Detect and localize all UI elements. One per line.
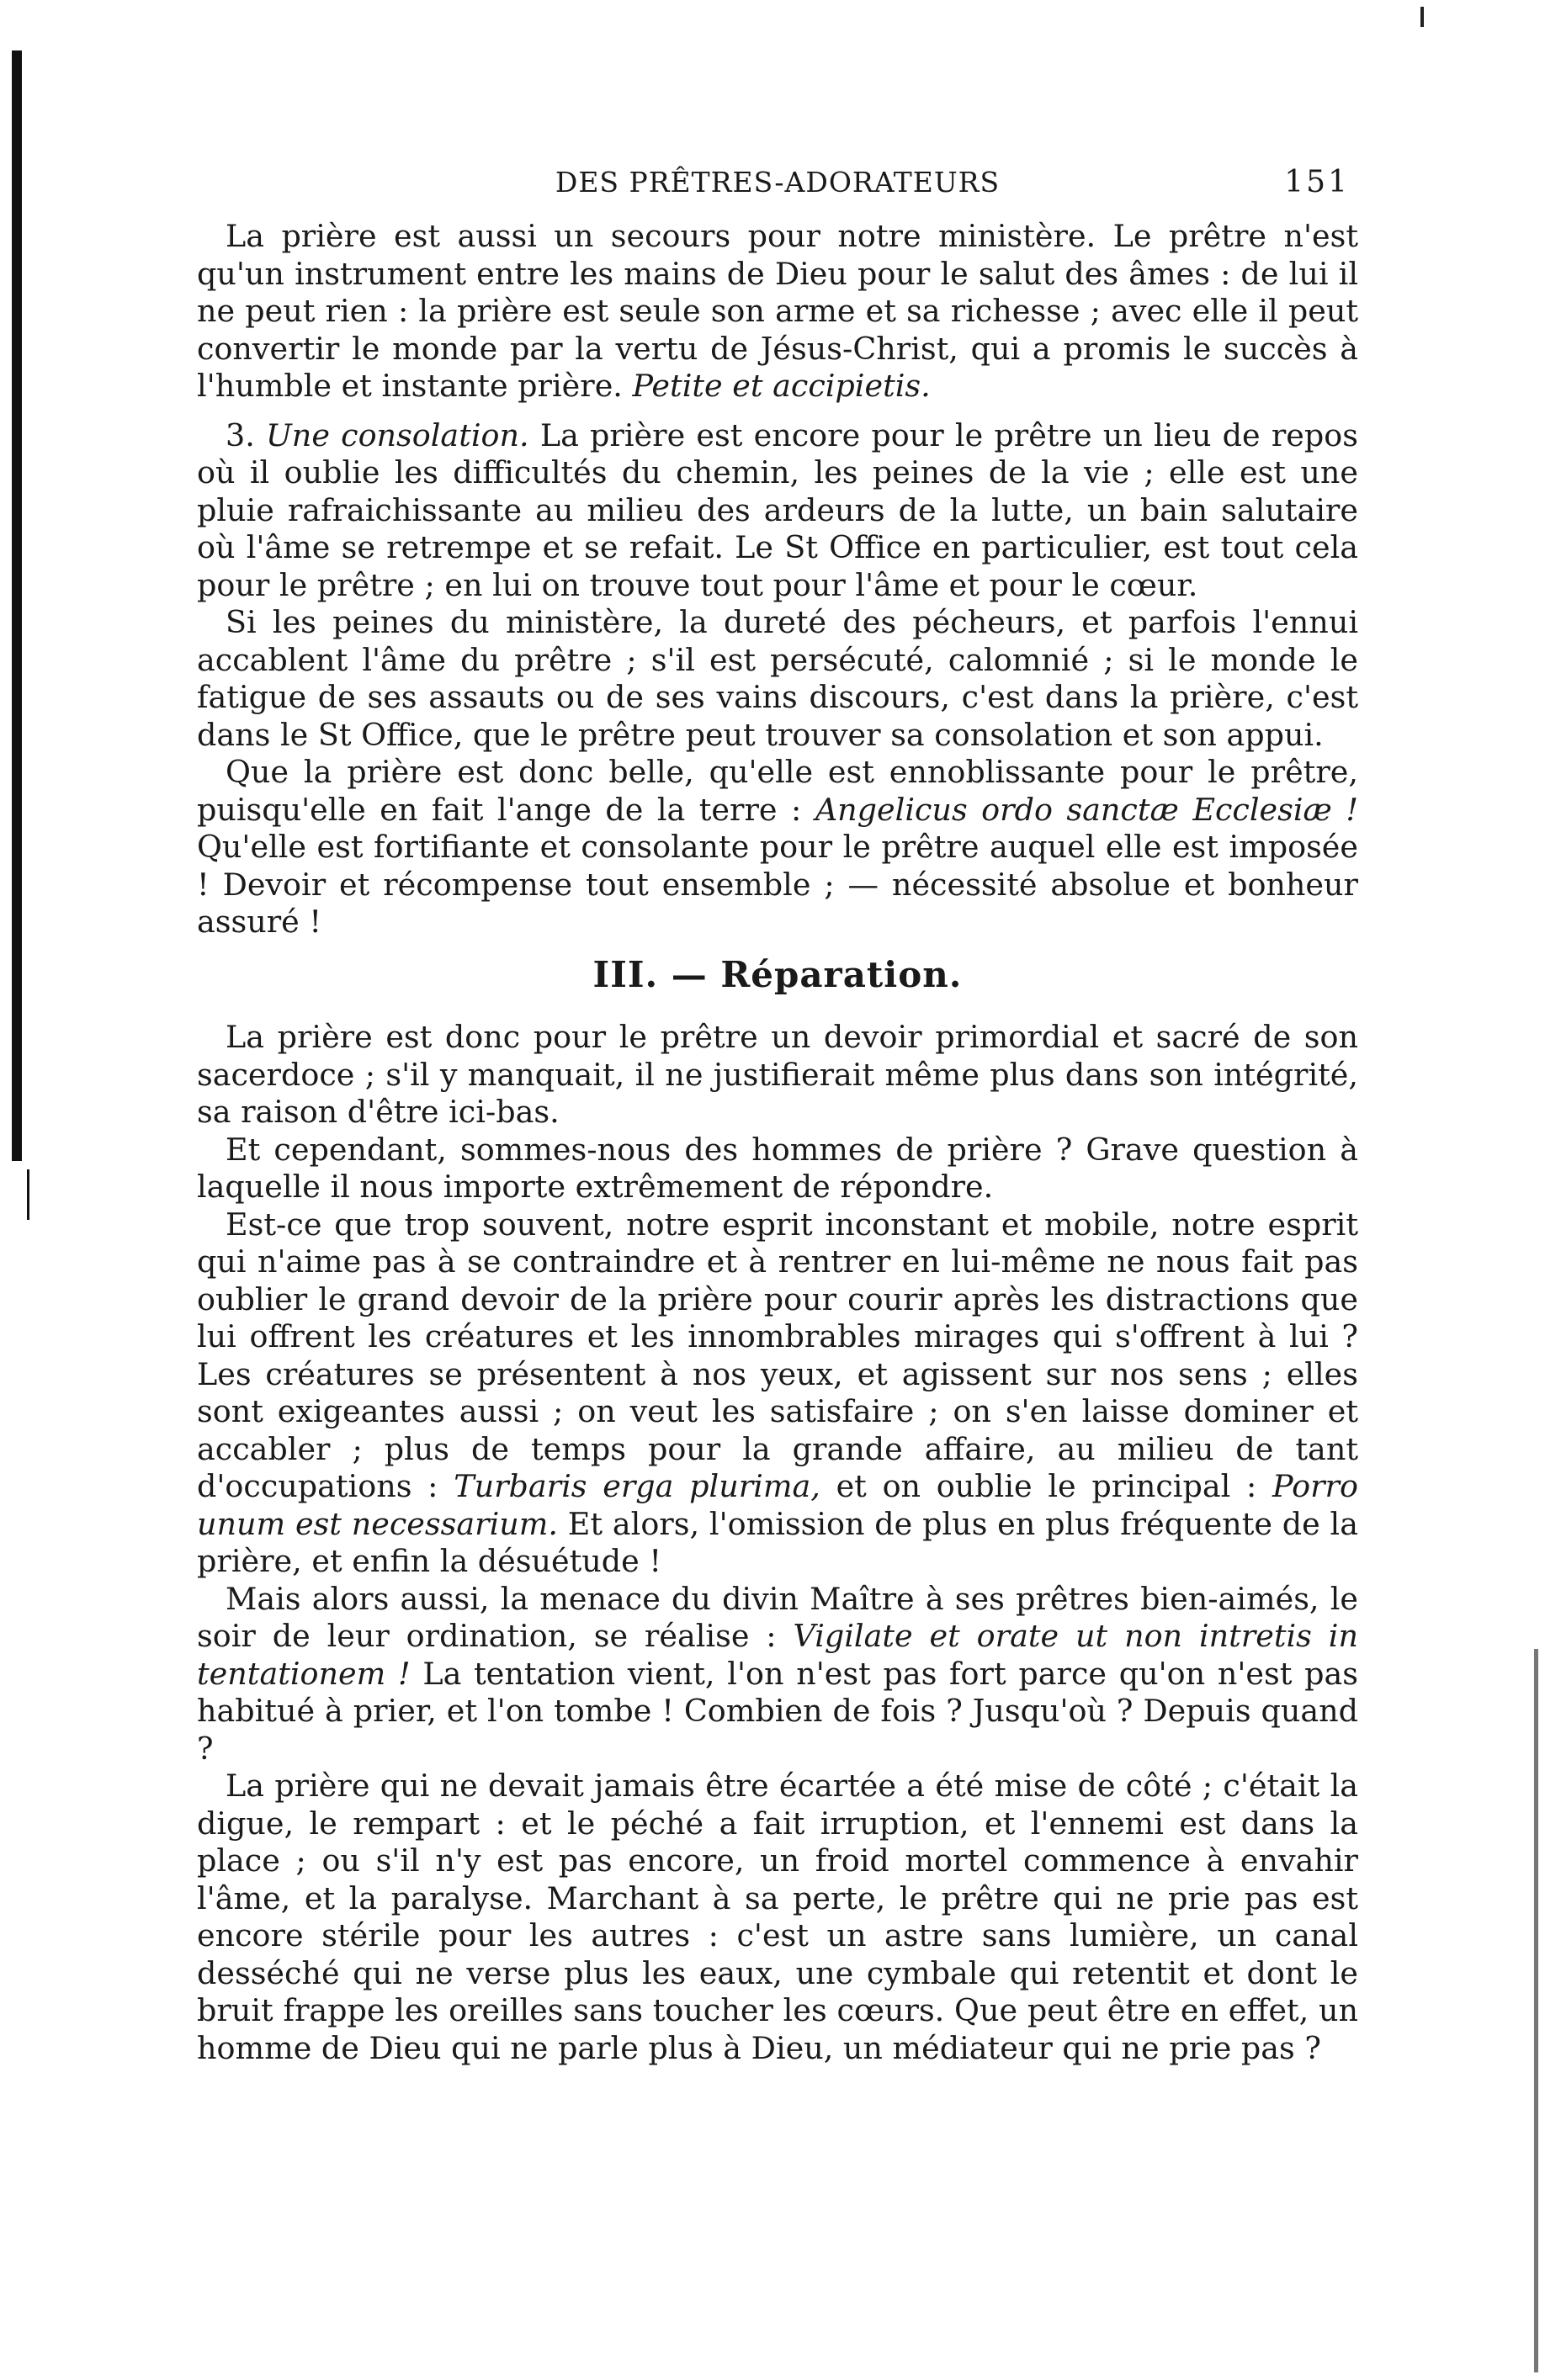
paragraph-text: Qu'elle est fortifiante et consolante pour le prêtre auquel elle est imposée ! Devoir et récompense tout ensemble ; — nécessité absolue et bonheur assuré ! — [197, 829, 1358, 940]
paragraph-text: La tentation vient, l'on n'est pas fort parce qu'on n'est pas habitué à prier, et l'on tombe ! Combien de fois ? Jusqu'où ? Depuis quand ? — [197, 1655, 1358, 1767]
latin-quote: Turbaris erga plurima, — [454, 1468, 820, 1504]
scan-edge-left-fragment — [27, 1169, 29, 1220]
latin-quote: Petite et accipietis. — [632, 368, 931, 404]
paragraph-distraction — [197, 1206, 1358, 1581]
scan-edge-right — [1534, 1649, 1538, 2372]
latin-quote: Porro unum est necessarium. — [197, 1468, 1358, 1542]
paragraph-ministry — [197, 218, 1358, 406]
book-page — [197, 164, 1358, 2067]
paragraph-text: Mais alors aussi, la menace du divin Maître à ses prêtres bien-aimés, le soir de leur ordination, se réalise : — [197, 1580, 1358, 1654]
paragraph-duty: La prière est donc pour le prêtre un devoir primordial et sacré de son sacerdoce ; s'il y manquait, il ne justifierait même plus dans son intégrité, sa raison d'être ici-bas. — [197, 1019, 1358, 1130]
paragraph-consequence: La prière qui ne devait jamais être écartée a été mise de côté ; c'était la digue, le rempart : et le péché a fait irruption, et l'ennemi est dans la place ; ou s'il n'y est pas encore, un froid mortel commence à envahir l'âme, et la paralyse. Marchant à sa perte, le prêtre qui ne prie pas est encore stérile pour les autres : c'est un astre sans lumière, un canal desséché qui ne verse plus les eaux, une cymbale qui retentit et dont le bruit frappe les oreilles sans toucher les cœurs. Que peut être en effet, un homme de Dieu qui ne parle plus à Dieu, un médiateur qui ne prie pas ? — [197, 1768, 1358, 2066]
paragraph-burdens: Si les peines du ministère, la dureté des pécheurs, et parfois l'ennui accablent l'âme du prêtre ; s'il est persécuté, calomnié ; si le monde le fatigue de ses assauts ou de ses vains discours, c'est dans la prière, c'est dans le St Office, que le prêtre peut trouver sa consolation et son appui. — [197, 604, 1358, 753]
paragraph-temptation — [197, 1581, 1358, 1768]
latin-quote: Vigilate et orate ut non intretis in tentationem ! — [197, 1618, 1358, 1692]
item-number: 3. — [226, 416, 255, 453]
paragraph-text: Que la prière est donc belle, qu'elle est ennoblissante pour le prêtre, puisqu'elle en fait l'ange de la terre : — [197, 754, 1358, 828]
paragraph-consolation — [197, 417, 1358, 605]
paragraph-text: La prière est encore pour le prêtre un lieu de repos où il oublie les difficultés du chemin, les peines de la vie ; elle est une pluie rafraichissante au milieu des ardeurs de la lutte, un bain salutaire où l'âme se retrempe et se refait. Le St Office en particulier, est tout cela pour le prêtre ; en lui on trouve tout pour l'âme et pour le cœur. — [197, 416, 1358, 603]
scan-edge-left — [12, 50, 22, 1161]
scan-tick-mark — [1420, 7, 1424, 27]
paragraph-text: Et alors, l'omission de plus en plus fréquente de la prière, et enfin la désuétude ! — [197, 1505, 1358, 1579]
paragraph-text: et on oublie le principal : — [836, 1468, 1257, 1504]
running-head — [197, 164, 1358, 204]
paragraph-beauty — [197, 754, 1358, 941]
page-number: 151 — [1284, 165, 1350, 199]
item-heading: Une consolation. — [266, 416, 529, 453]
paragraph-text: Est-ce que trop souvent, notre esprit inconstant et mobile, notre esprit qui n'aime pas à se contraindre et à rentrer en lui-même ne nous fait pas oublier le grand devoir de la prière pour courir après les distractions que lui offrent les créatures et les innombrables mirages qui s'offrent à lui ? Les créatures se présentent à nos yeux, et agissent sur nos sens ; elles sont exigeantes aussi ; on veut les satisfaire ; on s'en laisse dominer et accabler ; plus de temps pour la grande affaire, au milieu de tant d'occupations : — [197, 1206, 1358, 1504]
paragraph-question: Et cependant, sommes-nous des hommes de prière ? Grave question à laquelle il nous importe extrêmement de répondre. — [197, 1131, 1358, 1205]
latin-quote: Angelicus ordo sanctæ Ecclesiæ ! — [815, 791, 1359, 828]
paragraph-text: La prière est aussi un secours pour notre ministère. Le prêtre n'est qu'un instrument entre les mains de Dieu pour le salut des âmes : de lui il ne peut rien : la prière est seule son arme et sa richesse ; avec elle il peut convertir le monde par la vertu de Jésus-Christ, qui a promis le succès à l'humble et instante prière. — [197, 218, 1358, 404]
section-heading: III. — Réparation. — [592, 953, 963, 995]
running-title: DES PRÊTRES-ADORATEURS — [555, 166, 1001, 199]
